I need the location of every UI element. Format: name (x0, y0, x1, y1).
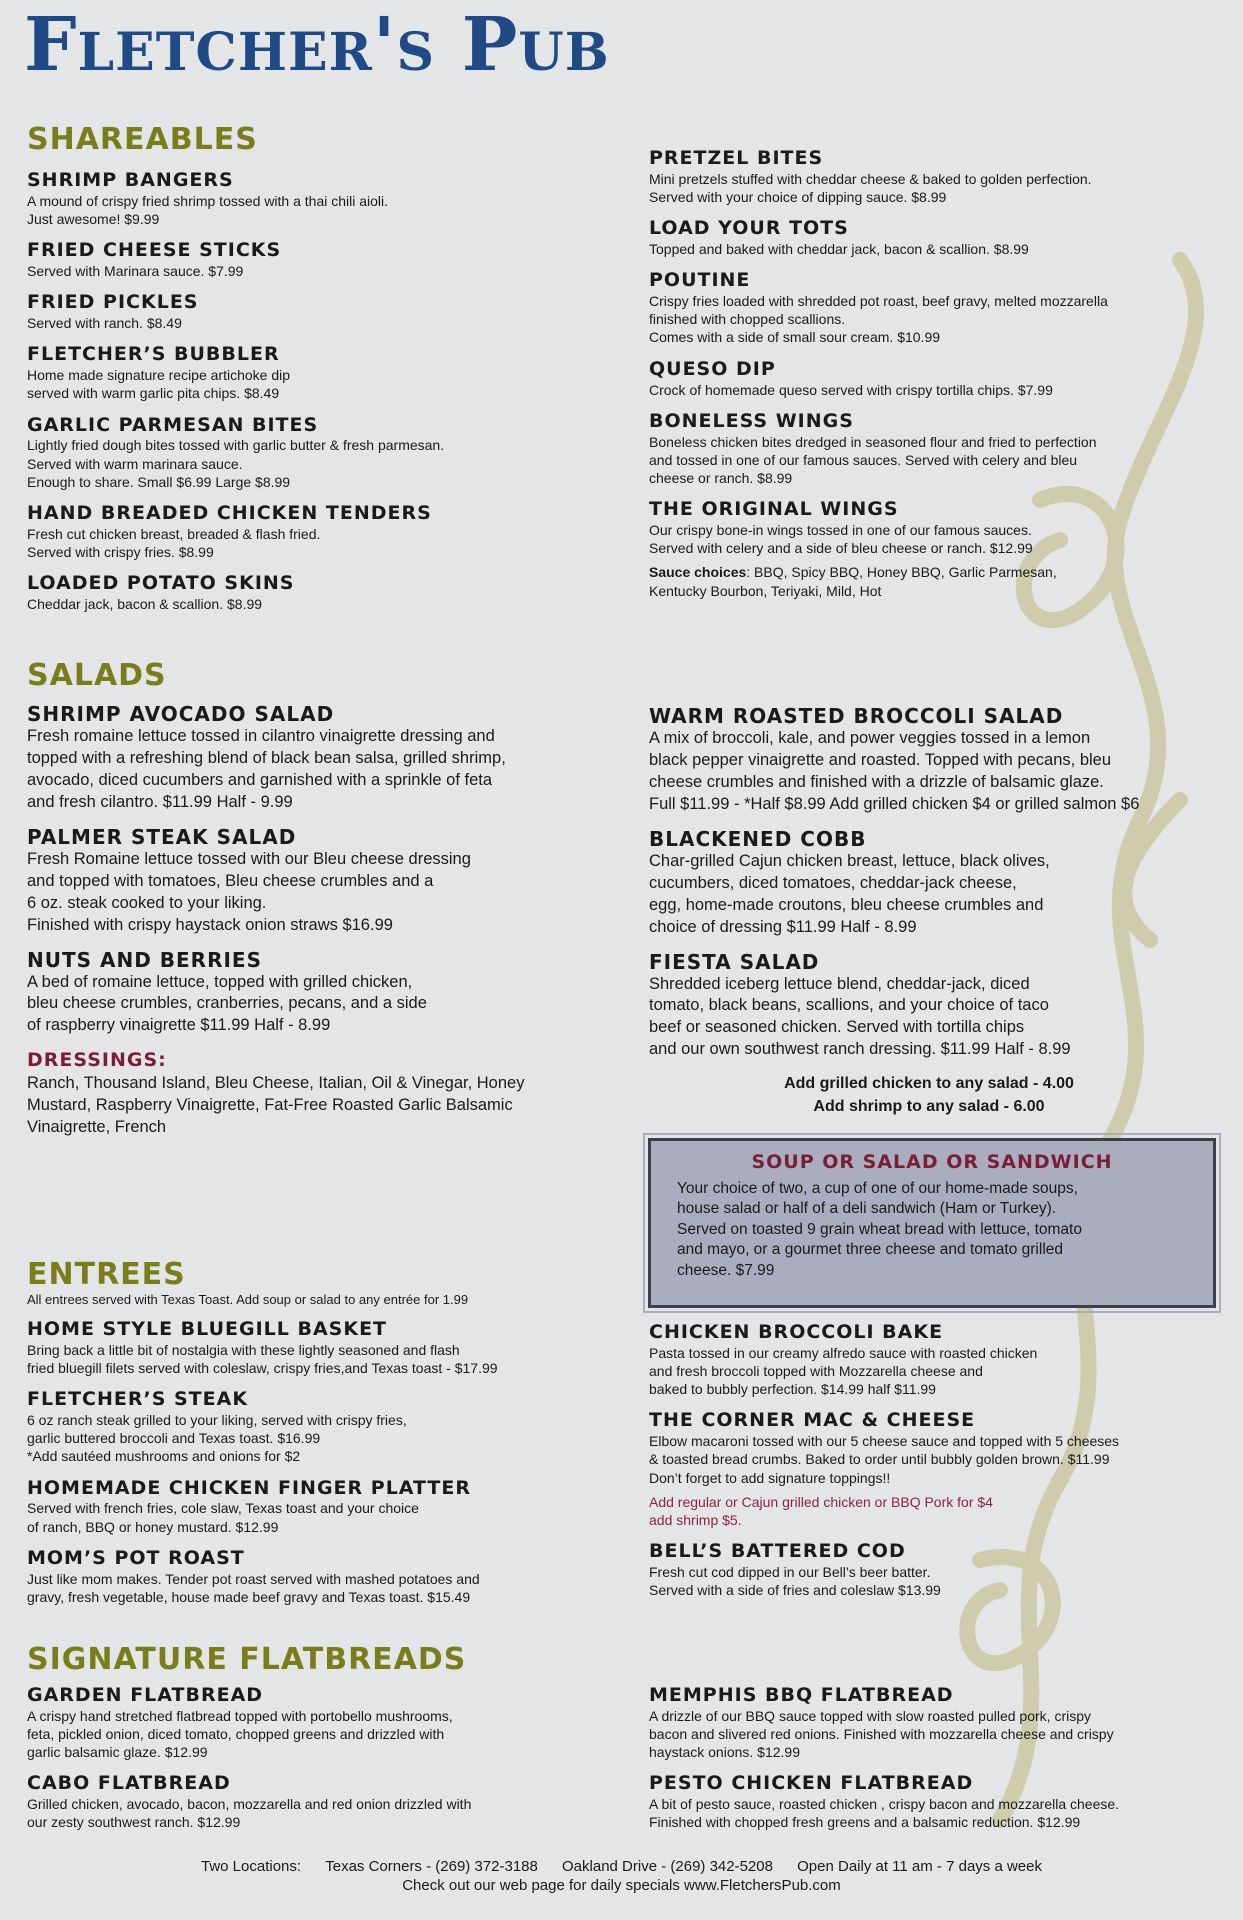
item-desc: Crock of homemade queso served with crispy tortilla chips. $7.99 (649, 381, 1053, 398)
item-name: HAND BREADED CHICKEN TENDERS (27, 501, 432, 524)
menu-item (27, 573, 627, 613)
item-name: FLETCHER’S BUBBLER (27, 343, 280, 366)
combo-title: SOUP OR SALAD OR SANDWICH (751, 1151, 1113, 1173)
item-name: FRIED CHEESE STICKS (27, 239, 282, 262)
item-desc: Served with ranch. $8.49 (27, 315, 182, 332)
item-name: WARM ROASTED BROCCOLI SALAD (649, 704, 1064, 728)
section-entrees: ENTREES (27, 1257, 186, 1292)
item-desc: Pasta tossed in our creamy alfredo sauce with roasted chicken and fresh broccoli topped with Mozzarella cheese and baked to bubbly perfection. $14.99 half $11.99 (649, 1344, 1038, 1398)
dressings-title: DRESSINGS: (27, 1049, 167, 1072)
menu-item (27, 344, 627, 402)
item-name: PRETZEL BITES (649, 147, 824, 169)
location-oakland-drive: Oakland Drive - (269) 342-5208 (562, 1858, 773, 1875)
item-desc: Served with french fries, cole slaw, Texas toast and your choice of ranch, BBQ or honey mustard. $12.99 (27, 1500, 419, 1535)
menu-item (649, 499, 1234, 557)
item-desc: Our crispy bone-in wings tossed in one of our famous sauces. Served with celery and a side of bleu cheese or ranch. $12.99 (649, 521, 1033, 557)
menu-item (649, 359, 1234, 399)
item-desc: Lightly fried dough bites tossed with garlic butter & fresh parmesan. Served with warm marinara sauce. Enough to share. Small $6.99 Large $8.99 (27, 437, 445, 490)
addon-chicken: Add grilled chicken to any salad - 4.00 (784, 1075, 1074, 1093)
section-shareables: SHAREABLES (27, 122, 258, 157)
menu-item (27, 949, 627, 1038)
item-name: LOADED POTATO SKINS (27, 572, 295, 595)
item-name: PALMER STEAK SALAD (27, 824, 297, 849)
item-desc: Cheddar jack, bacon & scallion. $8.99 (27, 595, 263, 612)
menu-item (649, 951, 1234, 1062)
item-desc: Crispy fries loaded with shredded pot roast, beef gravy, melted mozzarella finished with chopped scallions. Comes with a side of small sour cream. $10.99 (649, 293, 1108, 346)
entrees-left-column (27, 1290, 627, 1618)
item-name: MEMPHIS BBQ FLATBREAD (649, 1684, 954, 1706)
menu-item (27, 1319, 627, 1377)
item-name: PESTO CHICKEN FLATBREAD (649, 1772, 974, 1795)
item-desc: Just like mom makes. Tender pot roast served with mashed potatoes and gravy, fresh vegetable, house made beef gravy and Texas toast. $15.49 (27, 1570, 480, 1605)
menu-item (27, 292, 627, 332)
pub-title: Fletcher's Pub (24, 2, 610, 88)
menu-item (27, 415, 627, 491)
item-desc: Bring back a little bit of nostalgia with these lightly seasoned and flash fried bluegill filets served with coleslaw, crispy fries,and Texas toast - $17.99 (27, 1341, 498, 1377)
item-desc: 6 oz ranch steak grilled to your liking, served with crispy fries, garlic buttered broccoli and Texas toast. $16.99 *Add sautéed mushrooms and onions for $2 (27, 1412, 407, 1465)
item-name: SHRIMP AVOCADO SALAD (27, 702, 335, 726)
menu-item (649, 1773, 1234, 1831)
menu-item (649, 218, 1234, 258)
salad-addons (649, 1073, 1209, 1118)
sauce-list: : BBQ, Spicy BBQ, Honey BBQ, Garlic Parmesan, Kentucky Bourbon, Teriyaki, Mild, Hot (649, 564, 1057, 599)
menu-item (27, 1478, 627, 1536)
item-desc: Char-grilled Cajun chicken breast, lettuce, black olives, cucumbers, diced tomatoes, cheddar-jack cheese, egg, home-made croutons, bleu cheese crumbles and choice of dressing $11.99 Half - 8.99 (649, 851, 1050, 936)
item-name: QUESO DIP (649, 357, 776, 380)
item-name: POUTINE (649, 269, 751, 292)
hours: Open Daily at 11 am - 7 days a week (797, 1858, 1042, 1875)
menu-item (27, 1773, 627, 1831)
menu-item (649, 1685, 1234, 1761)
section-flatbreads: SIGNATURE FLATBREADS (27, 1642, 467, 1677)
menu-item (27, 503, 627, 561)
sauce-label: Sauce choices (649, 564, 747, 581)
item-desc: Mini pretzels stuffed with cheddar cheese & baked to golden perfection. Served with your choice of dipping sauce. $8.99 (649, 170, 1092, 206)
menu-item (27, 240, 627, 280)
menu-item (649, 1541, 1234, 1599)
shareables-left-column (27, 170, 627, 625)
entrees-right-column (649, 1322, 1234, 1611)
item-name: LOAD YOUR TOTS (649, 217, 849, 240)
item-name: CHICKEN BROCCOLI BAKE (649, 1321, 944, 1343)
combo-desc: Your choice of two, a cup of one of our home-made soups, house salad or half of a deli sandwich (Ham or Turkey). Served on toasted 9 grain wheat bread with lettuce, tomato and mayo, or a gourmet three cheese and tomato grilled cheese. $7.99 (677, 1180, 1082, 1279)
item-desc: Boneless chicken bites dredged in seasoned flour and fried to perfection and tossed in one of our famous sauces. Served with celery and bleu cheese or ranch. $8.99 (649, 433, 1097, 486)
item-name: THE CORNER MAC & CHEESE (649, 1409, 976, 1432)
locations-label: Two Locations: (201, 1858, 302, 1875)
item-name: MOM’S POT ROAST (27, 1546, 245, 1569)
item-name: BLACKENED COBB (649, 826, 867, 851)
entrees-note: All entrees served with Texas Toast. Add soup or salad to any entrée for 1.99 (27, 1292, 469, 1307)
menu-item (649, 828, 1234, 939)
section-salads: SALADS (27, 658, 167, 693)
item-name: BONELESS WINGS (649, 409, 854, 432)
item-desc: Served with Marinara sauce. $7.99 (27, 263, 244, 280)
item-desc: Fresh cut chicken breast, breaded & flash fried. Served with crispy fries. $8.99 (27, 525, 321, 560)
item-name: THE ORIGINAL WINGS (649, 498, 899, 521)
menu-item (649, 1322, 1234, 1398)
item-name: FLETCHER’S STEAK (27, 1388, 249, 1411)
menu-item (27, 1548, 627, 1606)
dressings-list: Ranch, Thousand Island, Bleu Cheese, Italian, Oil & Vinegar, Honey Mustard, Raspberry Vinaigrette, Fat-Free Roasted Garlic Balsamic Vinaigrette, French (27, 1074, 525, 1137)
footer-locations-line (0, 1858, 1243, 1877)
item-desc: A bed of romaine lettuce, topped with grilled chicken, bleu cheese crumbles, cranberries, pecans, and a side of raspberry vinaigrette $11.99 Half - 8.99 (27, 972, 427, 1035)
item-desc: A drizzle of our BBQ sauce topped with slow roasted pulled pork, crispy bacon and slivered red onions. Finished with mozzarella cheese and crispy haystack onions. $12.99 (649, 1707, 1114, 1761)
menu-item (649, 1410, 1234, 1486)
menu-item (27, 826, 627, 937)
item-desc: A crispy hand stretched flatbread topped with portobello mushrooms, feta, pickled onion, diced tomato, chopped greens and drizzled with garlic balsamic glaze. $12.99 (27, 1707, 453, 1761)
item-desc: Home made signature recipe artichoke dip served with warm garlic pita chips. $8.49 (27, 367, 291, 402)
item-desc: Elbow macaroni tossed with our 5 cheese sauce and topped with 5 cheeses & toasted bread crumbs. Baked to order until bubbly golden brown. $11.99 Don’t forget to add signature toppings!! (649, 1433, 1120, 1486)
flatbreads-right-column (649, 1685, 1234, 1844)
item-name: FRIED PICKLES (27, 291, 199, 314)
item-desc: Fresh Romaine lettuce tossed with our Bleu cheese dressing and topped with tomatoes, Bleu cheese crumbles and a 6 oz. steak cooked to your liking. Finished with crispy haystack onion straws $16.99 (27, 849, 471, 934)
item-name: NUTS AND BERRIES (27, 947, 262, 972)
item-name: SHRIMP BANGERS (27, 169, 234, 191)
mac-addon: Add regular or Cajun grilled chicken or BBQ Pork for $4 add shrimp $5. (649, 1493, 993, 1528)
flatbreads-left-column (27, 1685, 627, 1844)
item-desc: A mound of crispy fried shrimp tossed with a thai chili aioli. Just awesome! $9.99 (27, 192, 389, 228)
salads-left-column (27, 703, 627, 1139)
item-desc: Grilled chicken, avocado, bacon, mozzarella and red onion drizzled with our zesty southwest ranch. $12.99 (27, 1796, 472, 1831)
salads-right-column (649, 705, 1234, 1118)
item-name: GARDEN FLATBREAD (27, 1684, 264, 1706)
item-desc: Fresh romaine lettuce tossed in cilantro vinaigrette dressing and topped with a refreshing blend of black bean salsa, grilled shrimp, avocado, diced cucumbers and garnished with a sprinkle of feta and fresh cilantro. $11.99 Half - 9.99 (27, 727, 506, 811)
item-desc: Shredded iceberg lettuce blend, cheddar-jack, diced tomato, black beans, scallions, and your choice of taco beef or seasoned chicken. Served with tortilla chips and our own southwest ranch dressing. $11.99 Half - 8.99 (649, 974, 1071, 1059)
menu-item (649, 148, 1234, 206)
menu-item (27, 170, 627, 228)
item-desc: A bit of pesto sauce, roasted chicken , crispy bacon and mozzarella cheese. Finished with chopped fresh greens and a balsamic reduction. $12.99 (649, 1796, 1120, 1831)
item-name: BELL’S BATTERED COD (649, 1540, 906, 1563)
item-name: HOME STYLE BLUEGILL BASKET (27, 1318, 388, 1340)
item-name: CABO FLATBREAD (27, 1772, 231, 1795)
combo-box (648, 1138, 1216, 1308)
menu-item (27, 1685, 627, 1761)
item-desc: Topped and baked with cheddar jack, bacon & scallion. $8.99 (649, 241, 1029, 258)
sauce-choices (649, 563, 1234, 599)
menu-item (649, 411, 1234, 487)
addon-shrimp: Add shrimp to any salad - 6.00 (813, 1097, 1045, 1115)
item-desc: Fresh cut cod dipped in our Bell’s beer batter. Served with a side of fries and coleslaw $13.99 (649, 1564, 941, 1599)
shareables-right-column (649, 148, 1234, 600)
menu-item (649, 270, 1234, 346)
footer (0, 1858, 1243, 1896)
menu-item (27, 703, 627, 814)
menu-item (27, 1389, 627, 1465)
item-name: HOMEMADE CHICKEN FINGER PLATTER (27, 1476, 471, 1499)
item-desc: A mix of broccoli, kale, and power veggies tossed in a lemon black pepper vinaigrette and roasted. Topped with pecans, bleu cheese crumbles and finished with a drizzle of balsamic glaze. Full $11.99 - *Half $8.99 Add grilled chicken $4 or grilled salmon $6 (649, 729, 1140, 813)
item-name: FIESTA SALAD (649, 949, 820, 974)
menu-item (649, 705, 1234, 816)
item-name: GARLIC PARMESAN BITES (27, 413, 319, 436)
footer-web: Check out our web page for daily specials www.FletchersPub.com (402, 1876, 841, 1894)
location-texas-corners: Texas Corners - (269) 372-3188 (325, 1858, 538, 1875)
